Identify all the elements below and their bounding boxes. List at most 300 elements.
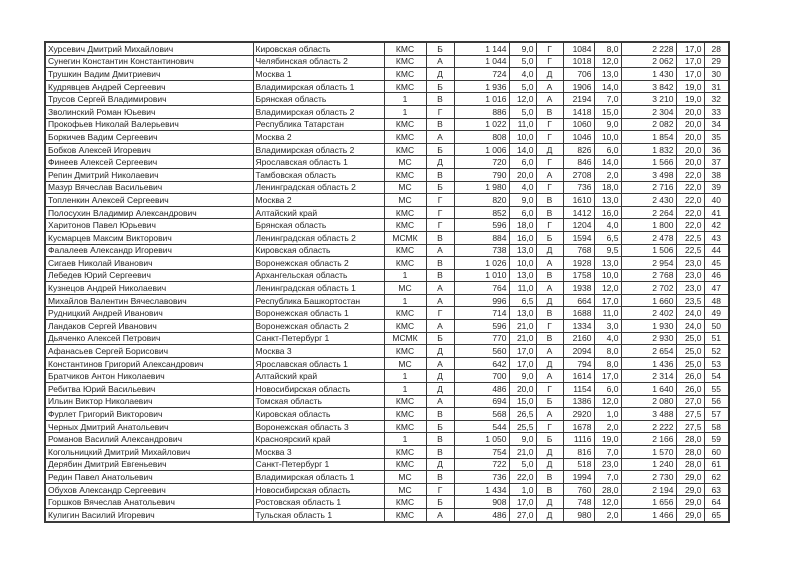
region: Москва 1 [253, 68, 384, 81]
region: Новосибирская область [253, 383, 384, 396]
athlete-name: Рудницкий Андрей Иванович [45, 307, 253, 320]
points-2: 13,0 [594, 257, 621, 270]
table-row [45, 471, 729, 484]
score-2: 1334 [563, 320, 594, 333]
score-1: 884 [454, 231, 509, 244]
total-score: 2 730 [621, 471, 676, 484]
place: 30 [704, 68, 729, 81]
group-letter-1: В [426, 408, 454, 421]
sports-title: КМС [384, 118, 426, 131]
table-row [45, 282, 729, 295]
table-row [45, 231, 729, 244]
region: Ростовская область 1 [253, 496, 384, 509]
points-2: 12,0 [594, 496, 621, 509]
group-letter-2: В [536, 269, 563, 282]
total-score: 2 166 [621, 433, 676, 446]
points-1: 17,0 [509, 496, 536, 509]
table-row [45, 370, 729, 383]
total-points: 19,0 [676, 80, 704, 93]
athlete-name: Прокофьев Николай Валерьевич [45, 118, 253, 131]
athlete-name: Афанасьев Сергей Борисович [45, 345, 253, 358]
region: Кировская область [253, 408, 384, 421]
table-row [45, 68, 729, 81]
points-2: 8,0 [594, 345, 621, 358]
place: 56 [704, 395, 729, 408]
region: Москва 2 [253, 194, 384, 207]
group-letter-1: В [426, 269, 454, 282]
score-1: 754 [454, 446, 509, 459]
region: Ленинградская область 2 [253, 231, 384, 244]
group-letter-1: Д [426, 68, 454, 81]
points-2: 12,0 [594, 55, 621, 68]
place: 45 [704, 257, 729, 270]
place: 59 [704, 433, 729, 446]
athlete-name: Репин Дмитрий Николаевич [45, 168, 253, 181]
points-1: 17,0 [509, 357, 536, 370]
table-row [45, 307, 729, 320]
group-letter-1: Г [426, 483, 454, 496]
group-letter-1: А [426, 294, 454, 307]
table-row [45, 168, 729, 181]
place: 52 [704, 345, 729, 358]
sports-title: МС [384, 483, 426, 496]
place: 32 [704, 93, 729, 106]
table-row [45, 118, 729, 131]
region: Челябинская область 2 [253, 55, 384, 68]
group-letter-2: Д [536, 508, 563, 521]
points-2: 2,0 [594, 168, 621, 181]
total-score: 1 640 [621, 383, 676, 396]
total-points: 23,5 [676, 294, 704, 307]
region: Владимирская область 1 [253, 471, 384, 484]
score-2: 1018 [563, 55, 594, 68]
region: Республика Башкортостан [253, 294, 384, 307]
group-letter-2: Г [536, 383, 563, 396]
score-2: 1386 [563, 395, 594, 408]
region: Воронежская область 1 [253, 307, 384, 320]
total-score: 1 656 [621, 496, 676, 509]
points-1: 5,0 [509, 105, 536, 118]
table-row [45, 408, 729, 421]
score-1: 820 [454, 194, 509, 207]
group-letter-2: Д [536, 357, 563, 370]
results-table-body [45, 42, 729, 522]
score-2: 2160 [563, 332, 594, 345]
athlete-name: Кусмарцев Максим Викторович [45, 231, 253, 244]
score-1: 560 [454, 345, 509, 358]
points-2: 28,0 [594, 483, 621, 496]
region: Тамбовская область [253, 168, 384, 181]
total-score: 2 654 [621, 345, 676, 358]
points-1: 11,0 [509, 118, 536, 131]
table-row [45, 206, 729, 219]
region: Ярославская область 1 [253, 156, 384, 169]
place: 31 [704, 80, 729, 93]
group-letter-1: А [426, 320, 454, 333]
points-1: 9,0 [509, 42, 536, 55]
points-2: 6,5 [594, 231, 621, 244]
sports-title: КМС [384, 131, 426, 144]
total-points: 29,0 [676, 471, 704, 484]
table-row [45, 244, 729, 257]
athlete-name: Бобков Алексей Игоревич [45, 143, 253, 156]
table-row [45, 483, 729, 496]
score-1: 808 [454, 131, 509, 144]
score-2: 1116 [563, 433, 594, 446]
total-points: 20,0 [676, 118, 704, 131]
points-1: 17,0 [509, 345, 536, 358]
place: 28 [704, 42, 729, 55]
score-1: 1 022 [454, 118, 509, 131]
points-1: 21,0 [509, 446, 536, 459]
region: Алтайский край [253, 206, 384, 219]
total-points: 27,5 [676, 408, 704, 421]
points-2: 6,0 [594, 383, 621, 396]
total-score: 2 430 [621, 194, 676, 207]
points-2: 3,0 [594, 320, 621, 333]
points-2: 14,0 [594, 80, 621, 93]
points-2: 16,0 [594, 206, 621, 219]
group-letter-2: В [536, 206, 563, 219]
score-1: 486 [454, 383, 509, 396]
group-letter-1: А [426, 282, 454, 295]
table-row [45, 80, 729, 93]
points-1: 26,5 [509, 408, 536, 421]
total-points: 23,0 [676, 257, 704, 270]
points-1: 6,0 [509, 206, 536, 219]
athlete-name: Горшков Вячеслав Анатольевич [45, 496, 253, 509]
points-1: 20,0 [509, 383, 536, 396]
points-1: 6,0 [509, 156, 536, 169]
table-row [45, 105, 729, 118]
total-score: 2 080 [621, 395, 676, 408]
group-letter-1: В [426, 118, 454, 131]
score-1: 544 [454, 420, 509, 433]
group-letter-1: Г [426, 206, 454, 219]
points-1: 5,0 [509, 458, 536, 471]
group-letter-2: А [536, 282, 563, 295]
score-2: 1060 [563, 118, 594, 131]
place: 42 [704, 219, 729, 232]
score-1: 714 [454, 307, 509, 320]
sports-title: 1 [384, 294, 426, 307]
table-row [45, 332, 729, 345]
score-2: 980 [563, 508, 594, 521]
group-letter-2: Б [536, 433, 563, 446]
athlete-name: Константинов Григорий Александрович [45, 357, 253, 370]
total-points: 24,0 [676, 307, 704, 320]
points-2: 4,0 [594, 219, 621, 232]
points-2: 2,0 [594, 508, 621, 521]
score-1: 1 050 [454, 433, 509, 446]
score-2: 1614 [563, 370, 594, 383]
athlete-name: Зволинский Роман Юьевич [45, 105, 253, 118]
table-row [45, 496, 729, 509]
score-1: 1 016 [454, 93, 509, 106]
total-score: 1 566 [621, 156, 676, 169]
total-score: 2 402 [621, 307, 676, 320]
group-letter-2: Д [536, 143, 563, 156]
group-letter-2: Г [536, 420, 563, 433]
table-row [45, 508, 729, 521]
region: Москва 3 [253, 446, 384, 459]
region: Владимирская область 2 [253, 105, 384, 118]
group-letter-2: Б [536, 395, 563, 408]
points-1: 9,0 [509, 194, 536, 207]
score-2: 1412 [563, 206, 594, 219]
region: Алтайский край [253, 370, 384, 383]
group-letter-1: Б [426, 80, 454, 93]
sports-title: КМС [384, 219, 426, 232]
sports-title: 1 [384, 105, 426, 118]
total-score: 2 264 [621, 206, 676, 219]
score-2: 816 [563, 446, 594, 459]
place: 62 [704, 471, 729, 484]
group-letter-2: В [536, 483, 563, 496]
athlete-name: Сунегин Константин Константинович [45, 55, 253, 68]
place: 65 [704, 508, 729, 521]
points-1: 20,0 [509, 168, 536, 181]
points-1: 11,0 [509, 282, 536, 295]
region: Томская область [253, 395, 384, 408]
athlete-name: Ландаков Сергей Иванович [45, 320, 253, 333]
total-points: 22,5 [676, 231, 704, 244]
total-score: 1 436 [621, 357, 676, 370]
sports-title: 1 [384, 433, 426, 446]
table-row [45, 93, 729, 106]
group-letter-2: А [536, 80, 563, 93]
total-points: 25,0 [676, 332, 704, 345]
table-row [45, 420, 729, 433]
points-2: 10,0 [594, 269, 621, 282]
sports-title: КМС [384, 244, 426, 257]
points-1: 4,0 [509, 68, 536, 81]
points-1: 13,0 [509, 244, 536, 257]
score-2: 1994 [563, 471, 594, 484]
group-letter-1: Г [426, 219, 454, 232]
sports-title: КМС [384, 168, 426, 181]
group-letter-1: А [426, 131, 454, 144]
sports-title: КМС [384, 80, 426, 93]
score-2: 2094 [563, 345, 594, 358]
total-score: 1 854 [621, 131, 676, 144]
group-letter-1: В [426, 446, 454, 459]
group-letter-1: Г [426, 307, 454, 320]
group-letter-1: А [426, 508, 454, 521]
group-letter-2: Г [536, 42, 563, 55]
table-row [45, 55, 729, 68]
group-letter-1: В [426, 257, 454, 270]
total-points: 22,0 [676, 206, 704, 219]
group-letter-2: Д [536, 294, 563, 307]
score-1: 694 [454, 395, 509, 408]
points-2: 12,0 [594, 282, 621, 295]
group-letter-1: Д [426, 383, 454, 396]
score-1: 642 [454, 357, 509, 370]
place: 50 [704, 320, 729, 333]
sports-title: 1 [384, 370, 426, 383]
region: Воронежская область 3 [253, 420, 384, 433]
points-2: 19,0 [594, 433, 621, 446]
score-1: 596 [454, 219, 509, 232]
sports-title: КМС [384, 458, 426, 471]
score-2: 2708 [563, 168, 594, 181]
points-2: 1,0 [594, 408, 621, 421]
region: Республика Татарстан [253, 118, 384, 131]
points-2: 18,0 [594, 181, 621, 194]
points-2: 7,0 [594, 446, 621, 459]
total-points: 25,0 [676, 357, 704, 370]
group-letter-1: Б [426, 42, 454, 55]
points-2: 9,5 [594, 244, 621, 257]
sports-title: МС [384, 156, 426, 169]
points-1: 13,0 [509, 307, 536, 320]
score-2: 2920 [563, 408, 594, 421]
score-1: 770 [454, 332, 509, 345]
place: 58 [704, 420, 729, 433]
total-score: 2 082 [621, 118, 676, 131]
place: 48 [704, 294, 729, 307]
group-letter-2: Г [536, 320, 563, 333]
table-row [45, 156, 729, 169]
table-row [45, 446, 729, 459]
sports-title: КМС [384, 257, 426, 270]
score-1: 720 [454, 156, 509, 169]
place: 29 [704, 55, 729, 68]
sports-title: КМС [384, 395, 426, 408]
total-score: 2 222 [621, 420, 676, 433]
group-letter-2: В [536, 332, 563, 345]
points-2: 10,0 [594, 131, 621, 144]
group-letter-2: В [536, 471, 563, 484]
athlete-name: Лебедев Юрий Сергеевич [45, 269, 253, 282]
total-points: 29,0 [676, 496, 704, 509]
points-1: 22,0 [509, 471, 536, 484]
total-score: 1 506 [621, 244, 676, 257]
table-row [45, 383, 729, 396]
points-1: 6,5 [509, 294, 536, 307]
score-2: 736 [563, 181, 594, 194]
points-1: 14,0 [509, 143, 536, 156]
total-points: 22,0 [676, 194, 704, 207]
region: Москва 3 [253, 345, 384, 358]
score-1: 1 044 [454, 55, 509, 68]
points-1: 5,0 [509, 55, 536, 68]
points-1: 10,0 [509, 257, 536, 270]
table-row [45, 458, 729, 471]
table-row [45, 320, 729, 333]
points-2: 8,0 [594, 42, 621, 55]
athlete-name: Обухов Александр Сергеевич [45, 483, 253, 496]
total-score: 1 800 [621, 219, 676, 232]
athlete-name: Ильин Виктор Николаевич [45, 395, 253, 408]
score-2: 1046 [563, 131, 594, 144]
region: Брянская область [253, 93, 384, 106]
group-letter-1: Д [426, 370, 454, 383]
total-points: 22,0 [676, 219, 704, 232]
athlete-name: Ребитва Юрий Васильевич [45, 383, 253, 396]
athlete-name: Фурлет Григорий Викторович [45, 408, 253, 421]
total-score: 1 430 [621, 68, 676, 81]
score-1: 1 026 [454, 257, 509, 270]
group-letter-2: Г [536, 118, 563, 131]
total-score: 1 832 [621, 143, 676, 156]
table-row [45, 219, 729, 232]
sports-title: КМС [384, 206, 426, 219]
points-1: 12,0 [509, 93, 536, 106]
total-points: 17,0 [676, 55, 704, 68]
athlete-name: Кузнецов Андрей Николаевич [45, 282, 253, 295]
total-points: 17,0 [676, 68, 704, 81]
score-2: 760 [563, 483, 594, 496]
athlete-name: Финеев Алексей Сергеевич [45, 156, 253, 169]
group-letter-1: Б [426, 420, 454, 433]
total-score: 2 702 [621, 282, 676, 295]
total-score: 2 768 [621, 269, 676, 282]
score-1: 486 [454, 508, 509, 521]
table-row [45, 181, 729, 194]
region: Новосибирская область [253, 483, 384, 496]
sports-title: 1 [384, 93, 426, 106]
sports-title: КМС [384, 320, 426, 333]
score-1: 736 [454, 471, 509, 484]
place: 33 [704, 105, 729, 118]
group-letter-2: Г [536, 156, 563, 169]
points-2: 7,0 [594, 93, 621, 106]
place: 47 [704, 282, 729, 295]
table-row [45, 257, 729, 270]
total-points: 29,0 [676, 483, 704, 496]
score-2: 768 [563, 244, 594, 257]
group-letter-1: Д [426, 345, 454, 358]
sports-title: КМС [384, 408, 426, 421]
score-2: 826 [563, 143, 594, 156]
group-letter-1: А [426, 357, 454, 370]
place: 61 [704, 458, 729, 471]
score-2: 794 [563, 357, 594, 370]
score-2: 1418 [563, 105, 594, 118]
results-table [44, 41, 730, 523]
sports-title: МС [384, 194, 426, 207]
place: 57 [704, 408, 729, 421]
score-1: 596 [454, 320, 509, 333]
group-letter-1: Д [426, 458, 454, 471]
score-2: 1928 [563, 257, 594, 270]
score-2: 1758 [563, 269, 594, 282]
sports-title: КМС [384, 345, 426, 358]
region: Владимирская область 2 [253, 143, 384, 156]
group-letter-2: А [536, 257, 563, 270]
score-1: 1 980 [454, 181, 509, 194]
place: 39 [704, 181, 729, 194]
points-2: 13,0 [594, 194, 621, 207]
athlete-name: Дерябин Дмитрий Евгеньевич [45, 458, 253, 471]
points-2: 17,0 [594, 294, 621, 307]
score-2: 664 [563, 294, 594, 307]
points-1: 16,0 [509, 231, 536, 244]
athlete-name: Черных Дмитрий Анатольевич [45, 420, 253, 433]
group-letter-2: А [536, 93, 563, 106]
region: Воронежская область 2 [253, 320, 384, 333]
total-points: 20,0 [676, 143, 704, 156]
total-points: 20,0 [676, 131, 704, 144]
score-1: 886 [454, 105, 509, 118]
total-score: 3 842 [621, 80, 676, 93]
athlete-name: Редин Павел Анатольевич [45, 471, 253, 484]
region: Кировская область [253, 244, 384, 257]
total-points: 20,0 [676, 156, 704, 169]
group-letter-2: Д [536, 458, 563, 471]
